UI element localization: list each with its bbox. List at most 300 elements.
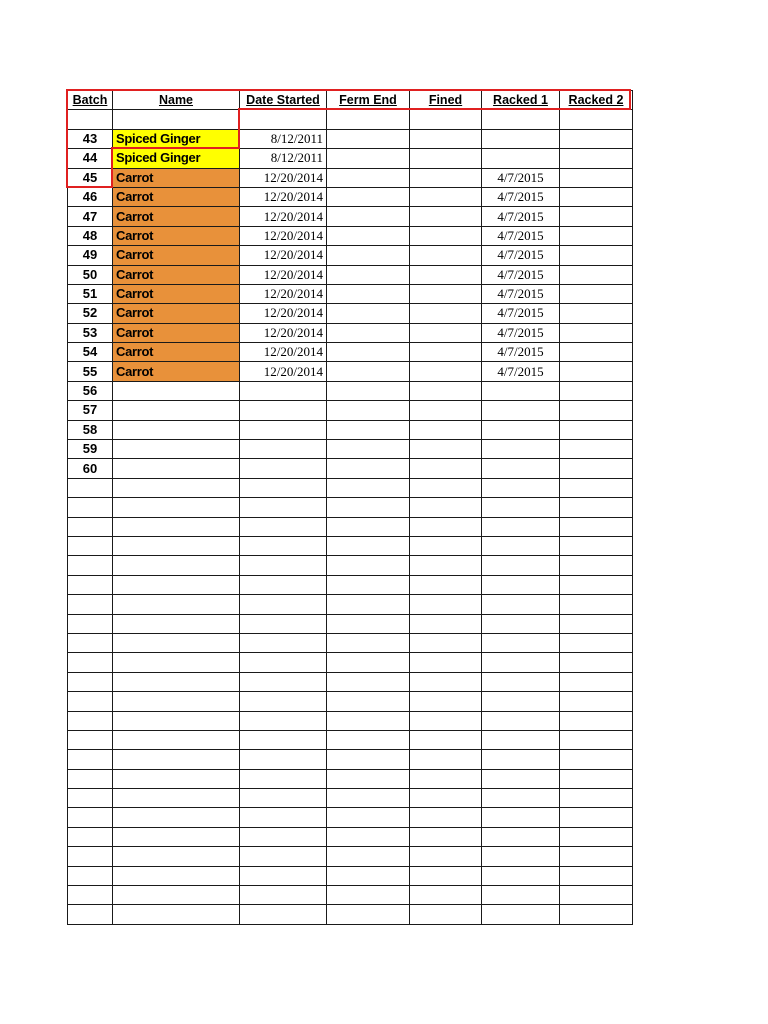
cell-name[interactable] [113, 827, 240, 846]
cell-date-started[interactable]: 12/20/2014 [240, 284, 327, 303]
cell-ferm-end[interactable] [327, 692, 410, 711]
cell-date-started[interactable]: 12/20/2014 [240, 207, 327, 226]
cell-racked-2[interactable] [560, 595, 633, 614]
cell-racked-1[interactable] [482, 847, 560, 866]
cell-name[interactable]: Carrot [113, 265, 240, 284]
cell-racked-2[interactable] [560, 886, 633, 905]
table-body [68, 110, 633, 924]
cell-batch[interactable] [68, 730, 113, 749]
cell-racked-1[interactable] [482, 498, 560, 517]
cell-date-started[interactable]: 12/20/2014 [240, 265, 327, 284]
cell-racked-2[interactable] [560, 459, 633, 478]
cell-date-started[interactable]: 8/12/2011 [240, 149, 327, 168]
cell-name[interactable] [113, 110, 240, 129]
cell-name[interactable] [113, 730, 240, 749]
cell-fined[interactable] [410, 866, 482, 885]
cell-name[interactable] [113, 866, 240, 885]
cell-racked-2[interactable] [560, 265, 633, 284]
table-row [68, 478, 633, 497]
cell-fined[interactable] [410, 692, 482, 711]
cell-name[interactable] [113, 498, 240, 517]
cell-ferm-end[interactable] [327, 750, 410, 769]
cell-batch[interactable]: 55 [68, 362, 113, 381]
cell-batch[interactable] [68, 498, 113, 517]
cell-date-started[interactable] [240, 653, 327, 672]
cell-racked-1[interactable]: 4/7/2015 [482, 284, 560, 303]
cell-racked-1[interactable] [482, 653, 560, 672]
cell-date-started[interactable] [240, 886, 327, 905]
cell-ferm-end[interactable] [327, 575, 410, 594]
cell-name[interactable] [113, 556, 240, 575]
table-row [68, 498, 633, 517]
cell-racked-1[interactable] [482, 149, 560, 168]
cell-ferm-end[interactable] [327, 595, 410, 614]
cell-batch[interactable] [68, 633, 113, 652]
cell-fined[interactable] [410, 110, 482, 129]
cell-date-started[interactable]: 12/20/2014 [240, 226, 327, 245]
cell-date-started[interactable] [240, 110, 327, 129]
cell-batch[interactable]: 47 [68, 207, 113, 226]
cell-fined[interactable] [410, 827, 482, 846]
cell-name[interactable] [113, 614, 240, 633]
cell-fined[interactable] [410, 207, 482, 226]
cell-racked-1[interactable]: 4/7/2015 [482, 304, 560, 323]
cell-racked-1[interactable] [482, 633, 560, 652]
cell-batch[interactable] [68, 110, 113, 129]
cell-racked-2[interactable] [560, 711, 633, 730]
cell-racked-2[interactable] [560, 401, 633, 420]
cell-date-started[interactable] [240, 769, 327, 788]
cell-racked-1[interactable] [482, 595, 560, 614]
cell-racked-1[interactable]: 4/7/2015 [482, 246, 560, 265]
cell-racked-2[interactable] [560, 304, 633, 323]
cell-batch[interactable] [68, 614, 113, 633]
cell-date-started[interactable] [240, 789, 327, 808]
cell-name[interactable]: Spiced Ginger [113, 149, 240, 168]
cell-ferm-end[interactable] [327, 478, 410, 497]
cell-racked-2[interactable] [560, 226, 633, 245]
cell-racked-1[interactable]: 4/7/2015 [482, 187, 560, 206]
cell-batch[interactable]: 60 [68, 459, 113, 478]
cell-ferm-end[interactable] [327, 556, 410, 575]
cell-batch[interactable] [68, 827, 113, 846]
cell-ferm-end[interactable] [327, 536, 410, 555]
cell-batch[interactable] [68, 653, 113, 672]
cell-fined[interactable] [410, 168, 482, 187]
cell-ferm-end[interactable] [327, 827, 410, 846]
cell-batch[interactable]: 44 [68, 149, 113, 168]
cell-ferm-end[interactable] [327, 769, 410, 788]
cell-date-started[interactable]: 12/20/2014 [240, 323, 327, 342]
cell-fined[interactable] [410, 498, 482, 517]
cell-batch[interactable]: 45 [68, 168, 113, 187]
cell-date-started[interactable] [240, 730, 327, 749]
cell-racked-1[interactable] [482, 672, 560, 691]
cell-fined[interactable] [410, 633, 482, 652]
cell-batch[interactable]: 59 [68, 440, 113, 459]
cell-batch[interactable] [68, 789, 113, 808]
cell-date-started[interactable] [240, 692, 327, 711]
cell-racked-2[interactable] [560, 789, 633, 808]
cell-fined[interactable] [410, 226, 482, 245]
cell-batch[interactable] [68, 750, 113, 769]
cell-racked-1[interactable] [482, 808, 560, 827]
cell-name[interactable] [113, 633, 240, 652]
cell-name[interactable] [113, 401, 240, 420]
cell-ferm-end[interactable] [327, 789, 410, 808]
cell-fined[interactable] [410, 304, 482, 323]
cell-racked-1[interactable]: 4/7/2015 [482, 207, 560, 226]
cell-fined[interactable] [410, 672, 482, 691]
cell-batch[interactable]: 57 [68, 401, 113, 420]
cell-ferm-end[interactable] [327, 168, 410, 187]
cell-racked-1[interactable] [482, 730, 560, 749]
cell-ferm-end[interactable] [327, 847, 410, 866]
cell-racked-1[interactable]: 4/7/2015 [482, 265, 560, 284]
cell-fined[interactable] [410, 789, 482, 808]
cell-fined[interactable] [410, 478, 482, 497]
cell-racked-2[interactable] [560, 187, 633, 206]
cell-batch[interactable] [68, 808, 113, 827]
cell-racked-2[interactable] [560, 246, 633, 265]
cell-ferm-end[interactable] [327, 440, 410, 459]
cell-racked-1[interactable]: 4/7/2015 [482, 226, 560, 245]
cell-racked-2[interactable] [560, 692, 633, 711]
cell-date-started[interactable] [240, 556, 327, 575]
cell-date-started[interactable]: 12/20/2014 [240, 304, 327, 323]
cell-racked-2[interactable] [560, 362, 633, 381]
cell-name[interactable]: Carrot [113, 246, 240, 265]
cell-name[interactable] [113, 536, 240, 555]
cell-date-started[interactable] [240, 750, 327, 769]
cell-racked-2[interactable] [560, 750, 633, 769]
cell-batch[interactable]: 56 [68, 381, 113, 400]
cell-name[interactable] [113, 692, 240, 711]
cell-ferm-end[interactable] [327, 886, 410, 905]
cell-ferm-end[interactable] [327, 517, 410, 536]
cell-ferm-end[interactable] [327, 129, 410, 148]
table-row [68, 440, 633, 459]
cell-batch[interactable]: 49 [68, 246, 113, 265]
cell-name[interactable] [113, 517, 240, 536]
cell-batch[interactable] [68, 595, 113, 614]
cell-fined[interactable] [410, 459, 482, 478]
cell-racked-2[interactable] [560, 575, 633, 594]
cell-ferm-end[interactable] [327, 808, 410, 827]
cell-racked-1[interactable] [482, 711, 560, 730]
cell-batch[interactable]: 50 [68, 265, 113, 284]
cell-name[interactable] [113, 653, 240, 672]
cell-fined[interactable] [410, 808, 482, 827]
cell-batch[interactable] [68, 866, 113, 885]
cell-name[interactable] [113, 478, 240, 497]
cell-date-started[interactable] [240, 905, 327, 924]
cell-racked-1[interactable] [482, 401, 560, 420]
cell-date-started[interactable] [240, 808, 327, 827]
cell-ferm-end[interactable] [327, 730, 410, 749]
cell-name[interactable] [113, 750, 240, 769]
cell-ferm-end[interactable] [327, 711, 410, 730]
cell-racked-1[interactable] [482, 381, 560, 400]
cell-date-started[interactable] [240, 711, 327, 730]
cell-name[interactable]: Carrot [113, 226, 240, 245]
cell-name[interactable]: Spiced Ginger [113, 129, 240, 148]
cell-fined[interactable] [410, 149, 482, 168]
cell-date-started[interactable] [240, 440, 327, 459]
cell-racked-2[interactable] [560, 672, 633, 691]
cell-racked-2[interactable] [560, 343, 633, 362]
cell-racked-2[interactable] [560, 653, 633, 672]
cell-ferm-end[interactable] [327, 246, 410, 265]
cell-date-started[interactable] [240, 420, 327, 439]
cell-fined[interactable] [410, 653, 482, 672]
cell-racked-1[interactable] [482, 692, 560, 711]
cell-name[interactable]: Carrot [113, 362, 240, 381]
cell-name[interactable] [113, 459, 240, 478]
cell-batch[interactable] [68, 769, 113, 788]
cell-fined[interactable] [410, 420, 482, 439]
cell-racked-2[interactable] [560, 847, 633, 866]
cell-ferm-end[interactable] [327, 362, 410, 381]
cell-fined[interactable] [410, 362, 482, 381]
cell-fined[interactable] [410, 575, 482, 594]
cell-name[interactable]: Carrot [113, 187, 240, 206]
cell-racked-1[interactable] [482, 556, 560, 575]
cell-batch[interactable]: 43 [68, 129, 113, 148]
cell-ferm-end[interactable] [327, 343, 410, 362]
cell-racked-1[interactable]: 4/7/2015 [482, 323, 560, 342]
cell-batch[interactable] [68, 847, 113, 866]
cell-name[interactable]: Carrot [113, 304, 240, 323]
cell-fined[interactable] [410, 595, 482, 614]
cell-racked-2[interactable] [560, 498, 633, 517]
cell-batch[interactable] [68, 556, 113, 575]
cell-date-started[interactable] [240, 401, 327, 420]
cell-fined[interactable] [410, 323, 482, 342]
cell-date-started[interactable] [240, 672, 327, 691]
cell-name[interactable]: Carrot [113, 168, 240, 187]
cell-fined[interactable] [410, 440, 482, 459]
cell-name[interactable]: Carrot [113, 207, 240, 226]
cell-date-started[interactable] [240, 536, 327, 555]
cell-racked-1[interactable] [482, 827, 560, 846]
cell-racked-1[interactable] [482, 459, 560, 478]
cell-date-started[interactable]: 12/20/2014 [240, 362, 327, 381]
cell-name[interactable] [113, 808, 240, 827]
cell-ferm-end[interactable] [327, 401, 410, 420]
cell-date-started[interactable] [240, 478, 327, 497]
cell-fined[interactable] [410, 129, 482, 148]
table-row [68, 789, 633, 808]
cell-racked-2[interactable] [560, 808, 633, 827]
cell-name[interactable] [113, 420, 240, 439]
cell-batch[interactable]: 48 [68, 226, 113, 245]
cell-date-started[interactable] [240, 575, 327, 594]
cell-date-started[interactable] [240, 847, 327, 866]
cell-batch[interactable] [68, 478, 113, 497]
cell-ferm-end[interactable] [327, 265, 410, 284]
cell-racked-2[interactable] [560, 905, 633, 924]
cell-ferm-end[interactable] [327, 498, 410, 517]
cell-racked-1[interactable] [482, 789, 560, 808]
cell-racked-2[interactable] [560, 478, 633, 497]
cell-name[interactable] [113, 440, 240, 459]
cell-date-started[interactable]: 12/20/2014 [240, 187, 327, 206]
cell-fined[interactable] [410, 730, 482, 749]
cell-ferm-end[interactable] [327, 614, 410, 633]
cell-fined[interactable] [410, 246, 482, 265]
cell-name[interactable]: Carrot [113, 343, 240, 362]
cell-racked-1[interactable]: 4/7/2015 [482, 343, 560, 362]
cell-racked-2[interactable] [560, 323, 633, 342]
cell-fined[interactable] [410, 847, 482, 866]
cell-racked-2[interactable] [560, 440, 633, 459]
cell-date-started[interactable]: 8/12/2011 [240, 129, 327, 148]
cell-batch[interactable] [68, 672, 113, 691]
cell-racked-1[interactable] [482, 440, 560, 459]
cell-batch[interactable] [68, 905, 113, 924]
cell-ferm-end[interactable] [327, 284, 410, 303]
cell-date-started[interactable] [240, 459, 327, 478]
cell-racked-2[interactable] [560, 284, 633, 303]
cell-racked-1[interactable] [482, 575, 560, 594]
cell-batch[interactable]: 54 [68, 343, 113, 362]
cell-ferm-end[interactable] [327, 905, 410, 924]
cell-batch[interactable]: 53 [68, 323, 113, 342]
cell-racked-2[interactable] [560, 827, 633, 846]
cell-ferm-end[interactable] [327, 420, 410, 439]
cell-racked-2[interactable] [560, 149, 633, 168]
cell-name[interactable] [113, 886, 240, 905]
cell-name[interactable]: Carrot [113, 323, 240, 342]
cell-name[interactable] [113, 847, 240, 866]
cell-fined[interactable] [410, 284, 482, 303]
cell-racked-2[interactable] [560, 730, 633, 749]
cell-fined[interactable] [410, 381, 482, 400]
cell-racked-2[interactable] [560, 769, 633, 788]
cell-racked-2[interactable] [560, 517, 633, 536]
cell-ferm-end[interactable] [327, 149, 410, 168]
cell-date-started[interactable] [240, 498, 327, 517]
cell-batch[interactable] [68, 886, 113, 905]
cell-racked-2[interactable] [560, 381, 633, 400]
cell-racked-2[interactable] [560, 866, 633, 885]
cell-racked-1[interactable] [482, 769, 560, 788]
cell-fined[interactable] [410, 556, 482, 575]
cell-racked-2[interactable] [560, 168, 633, 187]
cell-fined[interactable] [410, 711, 482, 730]
cell-racked-2[interactable] [560, 614, 633, 633]
cell-date-started[interactable] [240, 827, 327, 846]
header-row [68, 91, 633, 110]
cell-fined[interactable] [410, 769, 482, 788]
cell-batch[interactable]: 58 [68, 420, 113, 439]
cell-ferm-end[interactable] [327, 110, 410, 129]
cell-racked-2[interactable] [560, 420, 633, 439]
cell-fined[interactable] [410, 517, 482, 536]
cell-ferm-end[interactable] [327, 459, 410, 478]
cell-racked-1[interactable] [482, 866, 560, 885]
cell-racked-2[interactable] [560, 633, 633, 652]
cell-ferm-end[interactable] [327, 653, 410, 672]
cell-racked-1[interactable] [482, 517, 560, 536]
cell-ferm-end[interactable] [327, 381, 410, 400]
cell-date-started[interactable] [240, 866, 327, 885]
cell-racked-2[interactable] [560, 536, 633, 555]
cell-ferm-end[interactable] [327, 323, 410, 342]
cell-racked-1[interactable] [482, 886, 560, 905]
cell-racked-1[interactable] [482, 478, 560, 497]
cell-name[interactable] [113, 595, 240, 614]
cell-racked-1[interactable] [482, 750, 560, 769]
cell-date-started[interactable]: 12/20/2014 [240, 343, 327, 362]
cell-batch[interactable] [68, 692, 113, 711]
cell-racked-1[interactable] [482, 536, 560, 555]
cell-racked-1[interactable] [482, 614, 560, 633]
cell-name[interactable] [113, 789, 240, 808]
cell-date-started[interactable] [240, 595, 327, 614]
cell-fined[interactable] [410, 343, 482, 362]
cell-racked-2[interactable] [560, 110, 633, 129]
cell-name[interactable]: Carrot [113, 284, 240, 303]
cell-fined[interactable] [410, 905, 482, 924]
cell-name[interactable] [113, 381, 240, 400]
cell-date-started[interactable]: 12/20/2014 [240, 246, 327, 265]
cell-racked-2[interactable] [560, 556, 633, 575]
cell-fined[interactable] [410, 265, 482, 284]
cell-batch[interactable] [68, 575, 113, 594]
cell-fined[interactable] [410, 750, 482, 769]
cell-ferm-end[interactable] [327, 672, 410, 691]
cell-name[interactable] [113, 575, 240, 594]
cell-ferm-end[interactable] [327, 304, 410, 323]
cell-batch[interactable] [68, 711, 113, 730]
cell-fined[interactable] [410, 536, 482, 555]
cell-date-started[interactable] [240, 381, 327, 400]
cell-racked-2[interactable] [560, 207, 633, 226]
cell-ferm-end[interactable] [327, 633, 410, 652]
cell-name[interactable] [113, 672, 240, 691]
cell-batch[interactable] [68, 536, 113, 555]
cell-fined[interactable] [410, 614, 482, 633]
cell-name[interactable] [113, 711, 240, 730]
cell-name[interactable] [113, 905, 240, 924]
cell-name[interactable] [113, 769, 240, 788]
cell-date-started[interactable]: 12/20/2014 [240, 168, 327, 187]
cell-fined[interactable] [410, 187, 482, 206]
cell-batch[interactable]: 51 [68, 284, 113, 303]
cell-date-started[interactable] [240, 633, 327, 652]
cell-racked-1[interactable] [482, 129, 560, 148]
cell-ferm-end[interactable] [327, 866, 410, 885]
cell-date-started[interactable] [240, 614, 327, 633]
cell-racked-1[interactable]: 4/7/2015 [482, 362, 560, 381]
cell-batch[interactable]: 46 [68, 187, 113, 206]
cell-fined[interactable] [410, 886, 482, 905]
cell-ferm-end[interactable] [327, 187, 410, 206]
cell-racked-1[interactable] [482, 110, 560, 129]
cell-racked-1[interactable] [482, 905, 560, 924]
cell-racked-1[interactable]: 4/7/2015 [482, 168, 560, 187]
cell-fined[interactable] [410, 401, 482, 420]
cell-batch[interactable]: 52 [68, 304, 113, 323]
cell-racked-1[interactable] [482, 420, 560, 439]
cell-date-started[interactable] [240, 517, 327, 536]
cell-racked-2[interactable] [560, 129, 633, 148]
cell-batch[interactable] [68, 517, 113, 536]
cell-ferm-end[interactable] [327, 207, 410, 226]
cell-ferm-end[interactable] [327, 226, 410, 245]
